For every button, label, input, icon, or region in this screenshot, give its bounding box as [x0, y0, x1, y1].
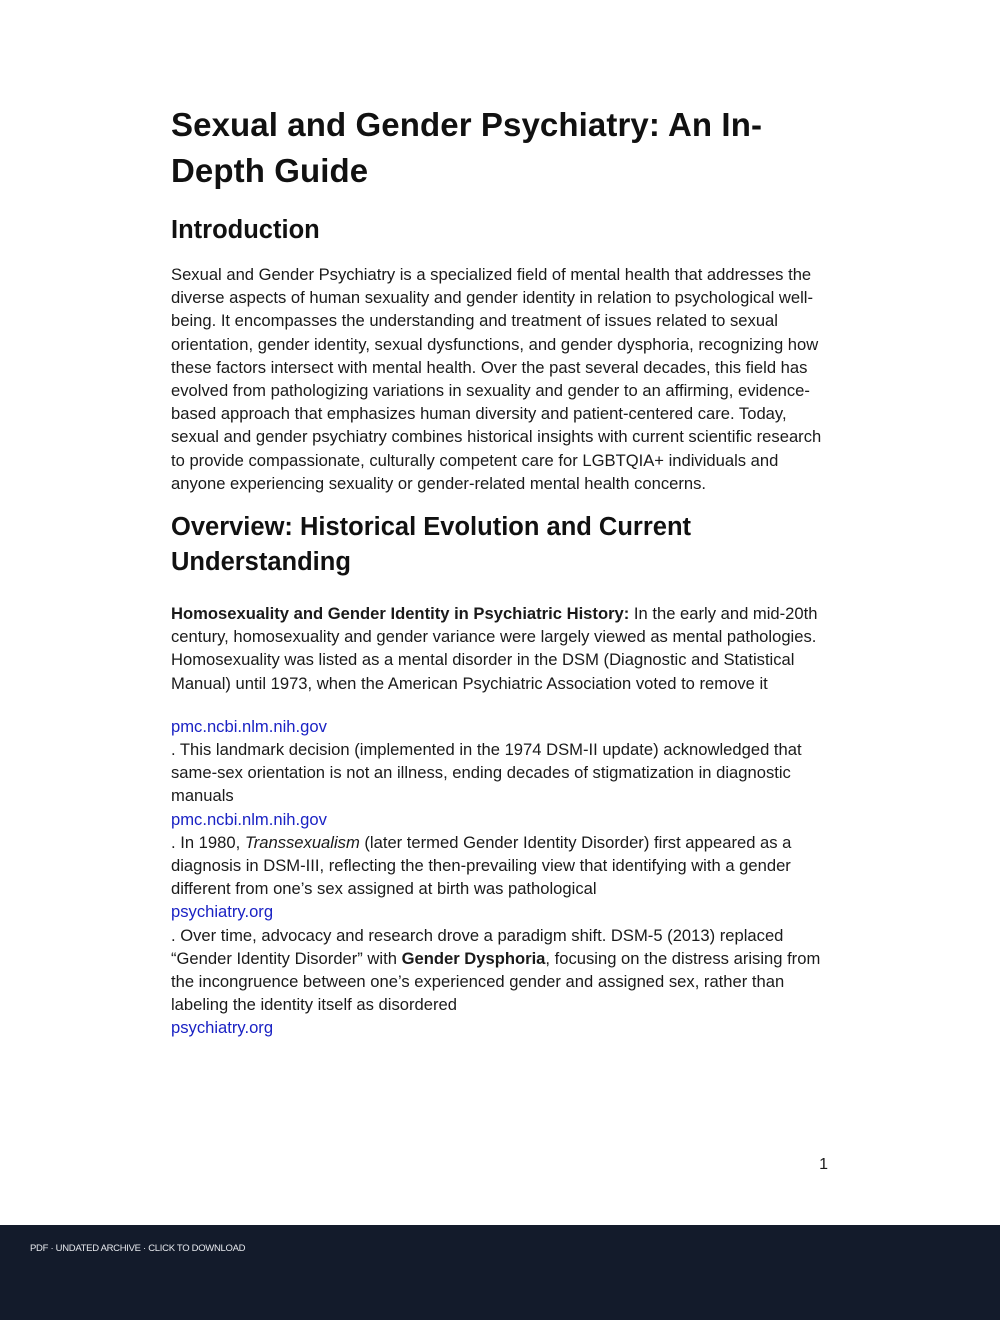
- introduction-paragraph: Sexual and Gender Psychiatry is a specialized field of mental health that addresses the diverse aspects of human sexuality and gender identity in relation to psychological well-being. It encompasses the understanding and treatment of issues related to sexual orientation, gender identity, sexual dysfunctions, and gender dysphoria, recognizing how these factors intersect with mental health. Over the past several decades, this field has evolved from pathologizing variations in sexuality and gender to an affirming, evidence-based approach that emphasizes human diversity and patient-centered care. Today, sexual and gender psychiatry combines historical insights with current scientific research to provide compassionate, culturally competent care for LGBTQIA+ individuals and anyone experiencing sexuality or gender-related mental health concerns.: [171, 265, 822, 493]
- gender-dysphoria-paragraph: [171, 924, 831, 1017]
- source-link-pmc-2[interactable]: pmc.ncbi.nlm.nih.gov: [171, 809, 327, 829]
- download-banner[interactable]: [0, 1225, 1000, 1320]
- source-link-pmc-1[interactable]: pmc.ncbi.nlm.nih.gov: [171, 716, 327, 736]
- source-link-psychiatry-1[interactable]: psychiatry.org: [171, 902, 274, 922]
- download-banner-text[interactable]: PDF · UNDATED ARCHIVE · CLICK TO DOWNLOAD: [30, 1243, 246, 1254]
- history-label: Homosexuality and Gender Identity in Psychiatric History:: [171, 604, 630, 624]
- gender-dysphoria-term: Gender Dysphoria: [401, 948, 546, 968]
- document-title: Sexual and Gender Psychiatry: An In-Depth Guide: [171, 106, 763, 189]
- gender-dysphoria-text-rest: , focusing on the distress arising from the incongruence between one’s experienced gender and assigned sex, rather than labeling the identity itself as disordered: [171, 948, 821, 1015]
- gender-dysphoria-text-lead: . Over time, advocacy and research drove a paradigm shift. DSM-5 (2013) replaced “Gender Identity Disorder” with: [171, 925, 784, 968]
- source-link-psychiatry-2[interactable]: psychiatry.org: [171, 1018, 274, 1038]
- paragraph-gap: [171, 695, 831, 715]
- transsexualism-text-rest: (later termed Gender Identity Disorder) first appeared as a diagnosis in DSM-III, reflecting the then-prevailing view that identifying with a gender different from one’s sex assigned at birth was pathological: [171, 832, 792, 899]
- dsm-ii-paragraph: . This landmark decision (implemented in the 1974 DSM-II update) acknowledged that same-sex orientation is not an illness, ending decades of stigmatization in diagnostic manuals: [171, 740, 802, 806]
- overview-heading: Overview: Historical Evolution and Current Understanding: [171, 513, 692, 577]
- introduction-heading: Introduction: [171, 216, 320, 244]
- transsexualism-text-lead: . In 1980,: [171, 832, 245, 852]
- transsexualism-term: Transsexualism: [244, 832, 360, 852]
- transsexualism-paragraph: [171, 831, 831, 901]
- history-text: In the early and mid-20th century, homosexuality and gender variance were largely viewed as mental pathologies. Homosexuality was listed as a mental disorder in the DSM (Diagnostic and Statistical Manual) until 1973, when the American Psychiatric Association voted to remove it: [171, 604, 818, 693]
- document-content: [171, 102, 831, 1040]
- page-number: 1: [819, 1156, 828, 1173]
- history-paragraph: [171, 602, 831, 695]
